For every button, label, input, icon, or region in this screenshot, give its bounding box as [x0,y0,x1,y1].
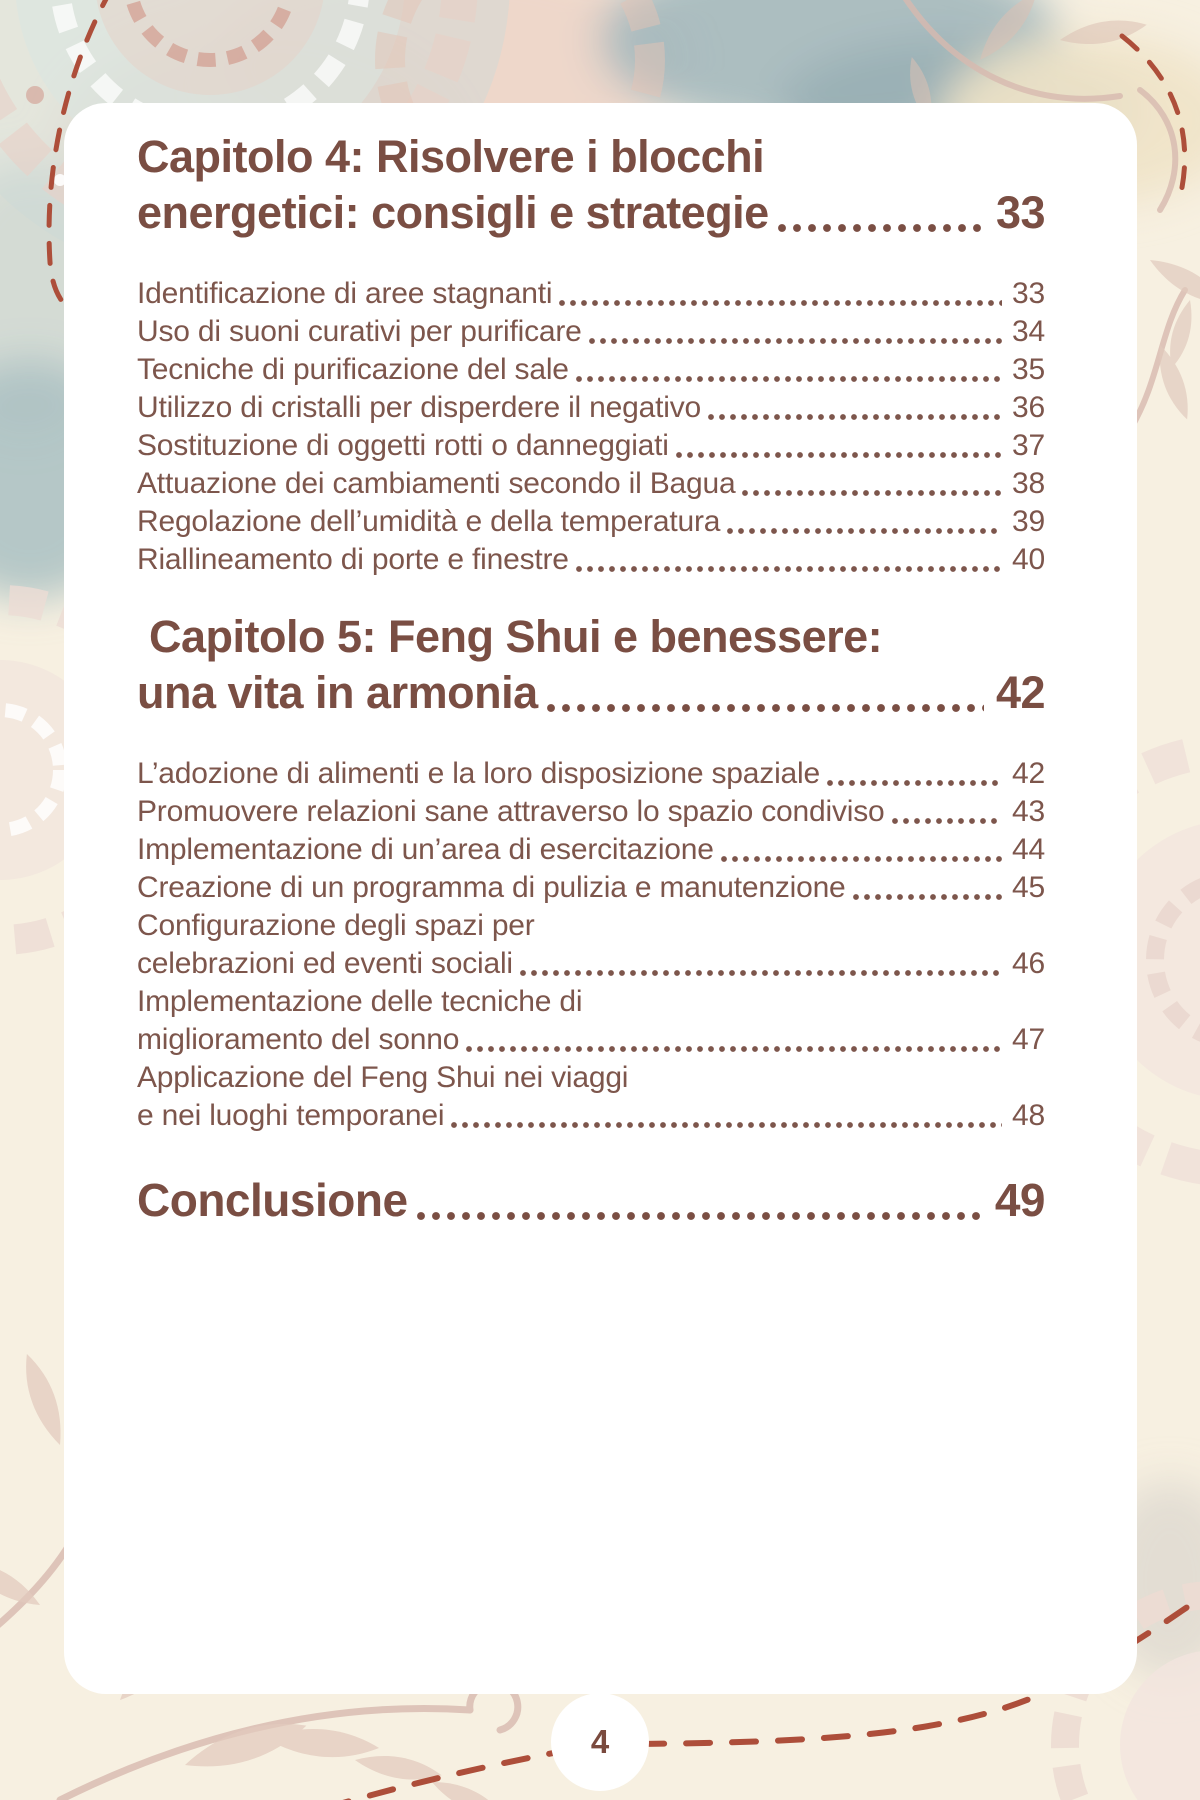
dot-leader [546,703,984,713]
dot-leader [852,893,1002,901]
conclusion-heading[interactable] [137,1171,1045,1229]
chapter-5-heading-line2: una vita in armonia [137,667,538,718]
toc-entry-page: 39 [1012,505,1045,538]
dot-leader [726,527,1002,535]
toc-entry-label: Uso di suoni curativi per purificare [137,315,582,348]
page-number-badge [551,1693,649,1791]
dot-leader [720,855,1002,863]
chapter-4-entries [137,275,1045,579]
toc-entry-label: Implementazione di un’area di esercitazione [137,833,714,866]
toc-entry[interactable] [137,793,1045,831]
toc-entry[interactable] [137,465,1045,503]
toc-entry-label-line2: e nei luoghi temporanei [137,1099,445,1132]
toc-entry-page: 46 [1012,947,1045,980]
dot-leader [707,413,1002,421]
toc-entry[interactable] [137,831,1045,869]
toc-entry-page: 36 [1012,391,1045,424]
toc-entry-label-line2: celebrazioni ed eventi sociali [137,947,513,980]
dot-leader [675,451,1002,459]
dot-leader [450,1121,1002,1129]
dot-leader [826,779,1002,787]
toc-entry-label: L’adozione di alimenti e la loro disposizione spaziale [137,757,820,790]
toc-entry-label: Riallineamento di porte e finestre [137,543,569,576]
toc-page-card [64,103,1137,1694]
chapter-5-heading[interactable] [137,609,1045,721]
dot-leader [891,817,1002,825]
toc-entry[interactable] [137,755,1045,793]
toc-entry-page: 35 [1012,353,1045,386]
toc-entry[interactable] [137,389,1045,427]
toc-entry-label-line1: Configurazione degli spazi per [137,909,535,942]
toc-entry[interactable] [137,907,1045,983]
toc-entry-label: Regolazione dell’umidità e della temperatura [137,505,721,538]
dot-leader [777,223,984,233]
toc-entry-page: 45 [1012,871,1045,904]
toc-entry-page: 43 [1012,795,1045,828]
toc-entry-page: 40 [1012,543,1045,576]
toc-entry-label: Attuazione dei cambiamenti secondo il Bagua [137,467,736,500]
page-number: 4 [590,1723,610,1760]
toc-entry[interactable] [137,503,1045,541]
chapter-5-page: 42 [995,667,1045,718]
toc-entry[interactable] [137,427,1045,465]
toc-entry[interactable] [137,541,1045,579]
conclusion-label: Conclusione [137,1174,408,1226]
toc-entry-page: 44 [1012,833,1045,866]
toc-entry[interactable] [137,351,1045,389]
chapter-5-entries [137,755,1045,1135]
dot-leader [575,375,1002,383]
toc-entry-label: Promuovere relazioni sane attraverso lo spazio condiviso [137,795,885,828]
toc-entry-label-line1: Applicazione del Feng Shui nei viaggi [137,1061,629,1094]
toc-entry-label: Sostituzione di oggetti rotti o danneggiati [137,429,669,462]
toc-entry-label-line2: miglioramento del sonno [137,1023,460,1056]
toc-entry-page: 48 [1012,1099,1045,1132]
chapter-4-heading[interactable] [137,129,1045,241]
toc-entry-label: Tecniche di purificazione del sale [137,353,569,386]
toc-entry[interactable] [137,275,1045,313]
toc-entry-label: Utilizzo di cristalli per disperdere il negativo [137,391,701,424]
dot-leader [416,1211,983,1221]
toc-entry[interactable] [137,869,1045,907]
conclusion-page: 49 [994,1174,1045,1226]
toc-entry-page: 42 [1012,757,1045,790]
chapter-4-heading-line1: Capitolo 4: Risolvere i blocchi [137,131,765,182]
toc-entry-page: 37 [1012,429,1045,462]
dot-leader [575,565,1002,573]
toc-entry-page: 34 [1012,315,1045,348]
dot-leader [558,299,1002,307]
toc-entry-label-line1: Implementazione delle tecniche di [137,985,583,1018]
chapter-5-heading-line1: Capitolo 5: Feng Shui e benessere: [149,611,883,662]
dot-leader [741,489,1002,497]
toc-entry-label: Creazione di un programma di pulizia e manutenzione [137,871,846,904]
chapter-4-page: 33 [995,187,1045,238]
dot-leader [465,1045,1002,1053]
toc-entry-label: Identificazione di aree stagnanti [137,277,553,310]
toc-entry[interactable] [137,313,1045,351]
toc-entry[interactable] [137,983,1045,1059]
toc-entry-page: 38 [1012,467,1045,500]
dot-leader [588,337,1002,345]
toc-entry[interactable] [137,1059,1045,1135]
toc-entry-page: 33 [1012,277,1045,310]
dot-leader [519,969,1002,977]
chapter-4-heading-line2: energetici: consigli e strategie [137,187,769,238]
toc-entry-page: 47 [1012,1023,1045,1056]
